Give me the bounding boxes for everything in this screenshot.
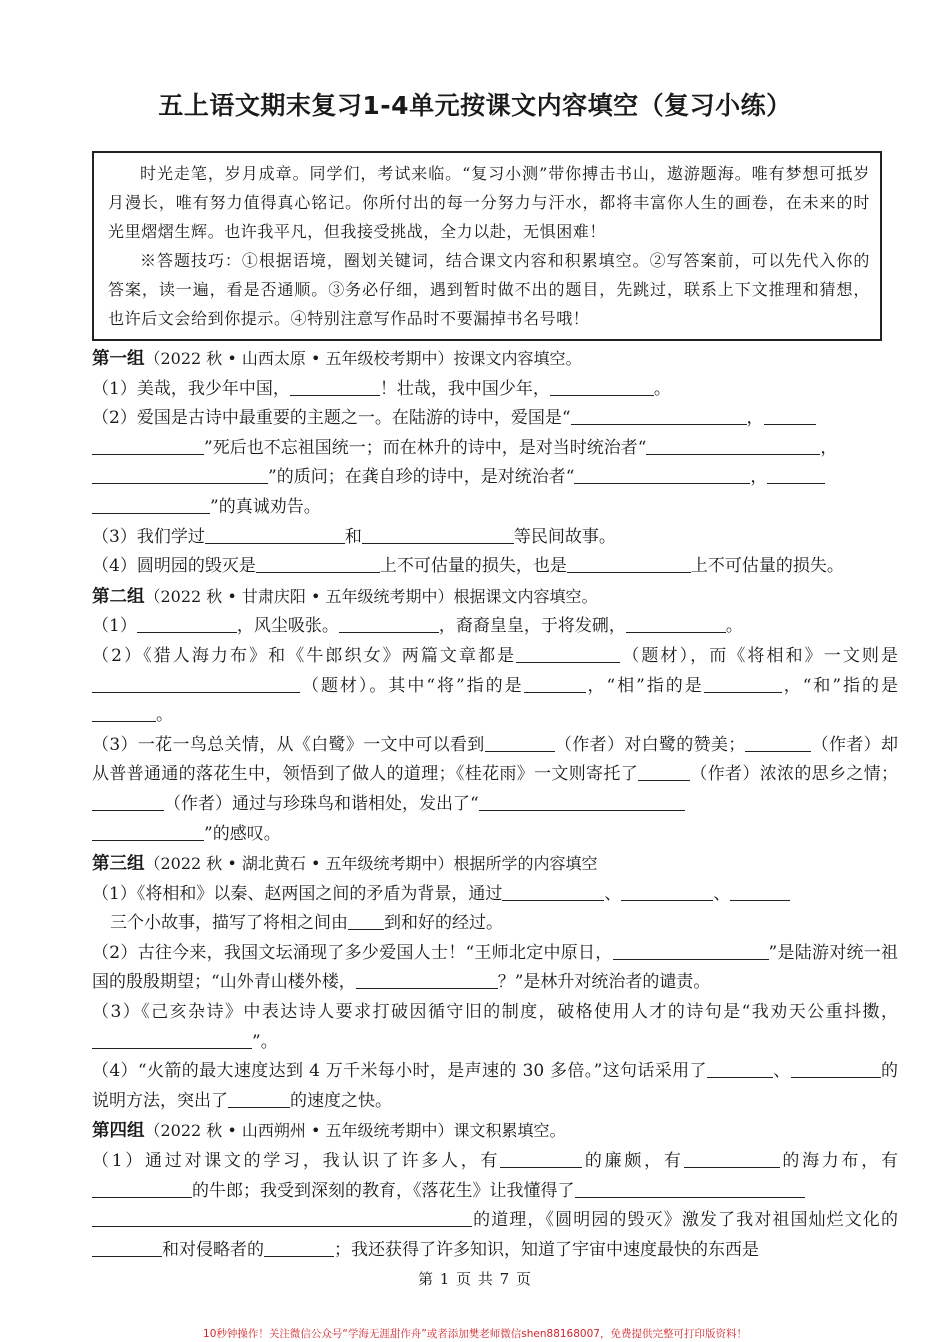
question: （1）美哉，我少年中国， ！壮哉，我中国少年， 。 xyxy=(92,378,671,399)
answer-blank[interactable] xyxy=(500,1150,582,1168)
question: （1）《将相和》以秦、赵两国之间的矛盾为背景，通过 、 、 三个小故事，描写了将相之间由 到和好的经过。 xyxy=(92,880,898,939)
answer-blank[interactable] xyxy=(550,378,654,396)
page-number: 第 1 页 共 7 页 xyxy=(418,1270,532,1288)
intro-paragraph: 时光走笔，岁月成章。同学们，考试来临。“复习小测”带你搏击书山，遨游题海。唯有梦想可抵岁月漫长，唯有努力值得真心铭记。你所付出的每一分努力与汗水，都将丰富你人生的画卷，在未来的时光里熠熠生辉。也许我平凡，但我接受挑战，全力以赴，无惧困难！ xyxy=(108,164,870,241)
answer-blank[interactable] xyxy=(92,1031,252,1049)
question: （1） ，风尘吸张。 ，裔裔皇皇，于将发硎， 。 xyxy=(92,616,743,637)
answer-blank[interactable] xyxy=(92,496,210,514)
group-source: （2022 秋 • 湖北黄石 • 五年级统考期中）根据所学的内容填空 xyxy=(144,854,598,874)
question: （2）古往今来，我国文坛涌现了多少爱国人士！“王师北定中原日， ”是陆游对统一祖国的殷殷期望；“山外青山楼外楼， ？”是林升对统治者的谴责。 xyxy=(92,942,898,993)
promo-banner: 10秒钟操作！关注微信公众号“学海无涯甜作舟”或者添加樊老师微信shen88168007，免费提供完整可打印版资料！ xyxy=(203,1328,747,1340)
answer-blank[interactable] xyxy=(638,763,690,781)
answer-blank[interactable] xyxy=(621,883,713,901)
answer-blank[interactable] xyxy=(339,615,439,633)
question: （3）一花一鸟总关情，从《白鹭》一文中可以看到 （作者）对白鹭的赞美； （作者）却从普普通通的落花生中，领悟到了做人的道理；《桂花雨》一文则寄托了 （作者）浓浓的思乡之情；（作者）通过与珍珠鸟和谐相处，发出了“ ”的感叹。 xyxy=(92,734,899,844)
group-source: （2022 秋 • 山西太原 • 五年级校考期中）按课文内容填空。 xyxy=(144,349,582,368)
question: （3）我们学过 和 等民间故事。 xyxy=(92,526,616,547)
group-2-heading xyxy=(92,582,898,613)
question: （2）《猎人海力布》和《牛郎织女》两篇文章都是 （题材），而《将相和》一文则是（题材）。其中“将”指的是 ，“相”指的是 ，“和”指的是。 xyxy=(92,645,899,726)
answer-blank[interactable] xyxy=(264,1239,334,1257)
answer-blank[interactable] xyxy=(485,734,555,752)
answer-blank[interactable] xyxy=(356,971,498,989)
answer-blank[interactable] xyxy=(92,675,300,693)
group-1-heading xyxy=(92,344,898,375)
answer-blank[interactable] xyxy=(92,704,156,722)
answer-blank[interactable] xyxy=(92,1209,472,1227)
tips-paragraph: ※答题技巧：①根据语境，圈划关键词，结合课文内容和积累填空。②写答案前，可以先代入你的答案，读一遍，看是否通顺。③务必仔细，遇到暂时做不出的题目，先跳过，联系上下文推理和猜想，也许后文会给到你提示。④特别注意写作品时不要漏掉书名号哦！ xyxy=(108,251,870,328)
group-source: （2022 秋 • 山西朔州 • 五年级统考期中）课文积累填空。 xyxy=(144,1121,566,1141)
intro-box xyxy=(92,151,882,341)
answer-blank[interactable] xyxy=(646,437,820,455)
group-name: 第一组 xyxy=(92,349,145,369)
answer-blank[interactable] xyxy=(502,883,604,901)
answer-blank[interactable] xyxy=(92,1239,162,1257)
answer-blank[interactable] xyxy=(348,912,384,930)
answer-blank[interactable] xyxy=(704,675,782,693)
answer-blank[interactable] xyxy=(524,675,586,693)
answer-blank[interactable] xyxy=(290,378,380,396)
group-name: 第四组 xyxy=(92,1121,145,1142)
answer-blank[interactable] xyxy=(228,1090,290,1108)
answer-blank[interactable] xyxy=(764,407,816,425)
answer-blank[interactable] xyxy=(92,793,164,811)
question: （2）爱国是古诗中最重要的主题之一。在陆游的诗中，爱国是“ ， ”死后也不忘祖国统一；而在林升的诗中，是对当时统治者“ ， ”的质问；在龚自珍的诗中，是对统治者“ ， ”的真诚劝告。 xyxy=(92,408,838,517)
answer-blank[interactable] xyxy=(684,1150,780,1168)
answer-blank[interactable] xyxy=(626,615,726,633)
question: （4）圆明园的毁灭是 上不可估量的损失，也是 上不可估量的损失。 xyxy=(92,556,844,577)
answer-blank[interactable] xyxy=(575,1180,805,1198)
question: （4）“火箭的最大速度达到 4 万千米每小时，是声速的 30 多倍。”这句话采用了 、 的说明方法，突出了 的速度之快。 xyxy=(92,1061,899,1111)
group-name: 第二组 xyxy=(92,586,145,607)
answer-blank[interactable] xyxy=(479,793,685,811)
answer-blank[interactable] xyxy=(767,466,825,484)
question: （3）《己亥杂诗》中表达诗人要求打破因循守旧的制度，破格使用人才的诗句是“我劝天公重抖擞，”。 xyxy=(92,1002,898,1052)
answer-blank[interactable] xyxy=(745,734,811,752)
group-4-heading xyxy=(92,1116,898,1147)
answer-blank[interactable] xyxy=(791,1060,881,1078)
answer-blank[interactable] xyxy=(574,466,750,484)
answer-blank[interactable] xyxy=(707,1060,773,1078)
answer-blank[interactable] xyxy=(613,942,769,960)
answer-blank[interactable] xyxy=(205,526,345,544)
answer-blank[interactable] xyxy=(137,615,237,633)
question: （1）通过对课文的学习，我认识了许多人，有 的廉颇，有 的海力布，有的牛郎；我受到深刻的教育，《落花生》让我懂得了 的道理，《圆明园的毁灭》激发了我对祖国灿烂文化的和对侵略者的 ；我还获得了许多知识，知道了宇宙中速度最快的东西是 xyxy=(92,1151,899,1260)
answer-blank[interactable] xyxy=(362,526,514,544)
answer-blank[interactable] xyxy=(92,823,204,841)
answer-blank[interactable] xyxy=(516,645,620,663)
group-source: （2022 秋 • 甘肃庆阳 • 五年级统考期中）根据课文内容填空。 xyxy=(144,586,598,606)
answer-blank[interactable] xyxy=(571,407,747,425)
answer-blank[interactable] xyxy=(92,437,204,455)
answer-blank[interactable] xyxy=(92,1180,192,1198)
group-3-heading xyxy=(92,849,898,880)
group-name: 第三组 xyxy=(92,854,145,875)
answer-blank[interactable] xyxy=(256,555,380,573)
page-title: 五上语文期末复习1-4单元按课文内容填空（复习小练） xyxy=(158,91,792,120)
answer-blank[interactable] xyxy=(92,466,268,484)
answer-blank[interactable] xyxy=(730,883,790,901)
exercise-content xyxy=(92,344,898,1265)
answer-blank[interactable] xyxy=(567,555,691,573)
